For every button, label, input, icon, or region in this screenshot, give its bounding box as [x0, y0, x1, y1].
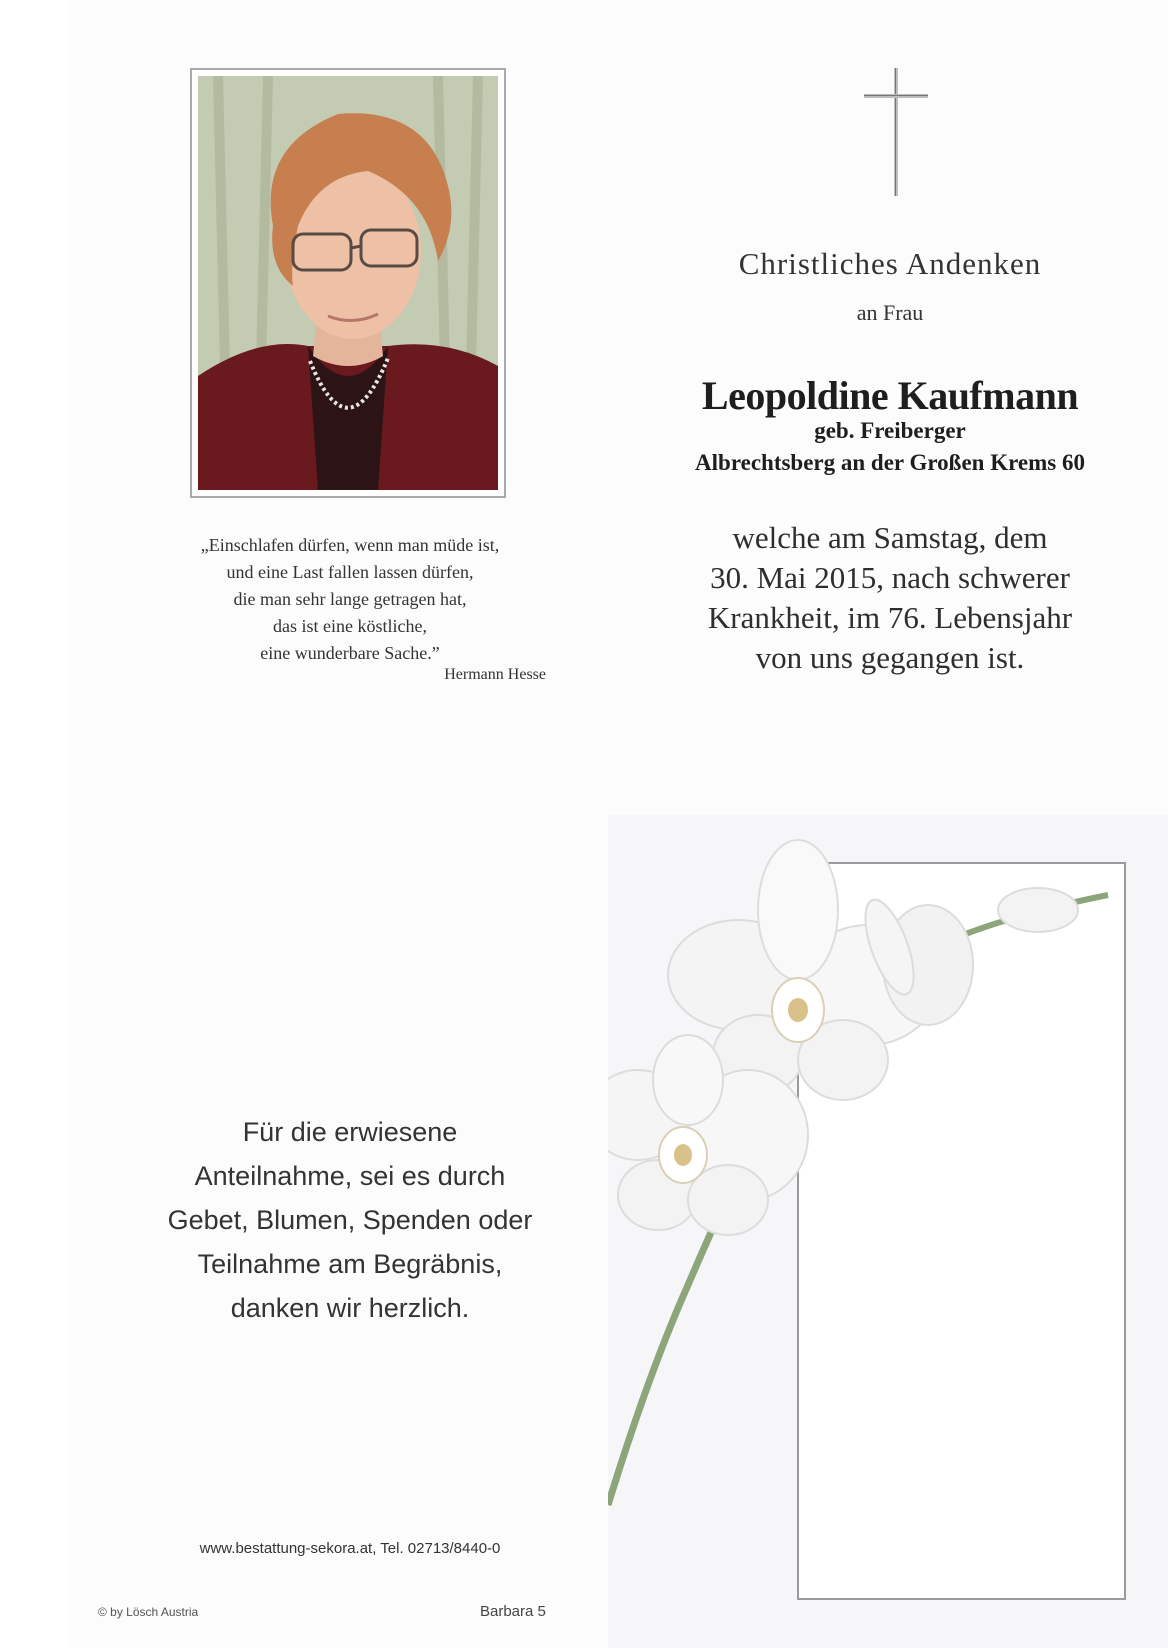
portrait-frame — [190, 68, 506, 498]
quote-line: eine wunderbare Sache.” — [260, 643, 440, 663]
thanks-line: Für die erwiesene — [242, 1117, 458, 1147]
death-line: welche am Samstag, dem — [732, 520, 1048, 555]
death-line: von uns gegangen ist. — [755, 640, 1025, 675]
death-line: 30. Mai 2015, nach schwerer — [710, 560, 1070, 595]
quote-line: „Einschlafen dürfen, wenn man müde ist, — [200, 535, 500, 555]
card-model: Barbara 5 — [480, 1603, 546, 1620]
deceased-name: Leopoldine Kaufmann — [701, 373, 1079, 418]
portrait-image — [198, 76, 498, 490]
cross-icon — [864, 68, 928, 196]
orchid-icon — [608, 815, 1168, 1648]
quote-line: und eine Last fallen lassen dürfen, — [226, 562, 474, 582]
card-heading: Christliches Andenken — [738, 246, 1042, 281]
thanks-line: Anteilnahme, sei es durch — [194, 1161, 506, 1191]
death-line: Krankheit, im 76. Lebensjahr — [707, 600, 1073, 635]
copyright: © by Lösch Austria — [98, 1605, 199, 1619]
quote-line: das ist eine köstliche, — [273, 616, 427, 636]
quote-author: Hermann Hesse — [444, 666, 546, 683]
thanks-line: danken wir herzlich. — [230, 1293, 470, 1323]
portrait-photo — [198, 76, 498, 490]
card-subheading: an Frau — [856, 300, 924, 325]
funeral-home-contact: www.bestattung-sekora.at, Tel. 02713/8440-0 — [199, 1540, 501, 1557]
address: Albrechtsberg an der Großen Krems 60 — [695, 450, 1085, 475]
maiden-name: geb. Freiberger — [814, 418, 966, 443]
quote — [150, 532, 550, 667]
death-notice — [660, 518, 1120, 678]
thanks-message — [130, 1110, 570, 1330]
thanks-line: Gebet, Blumen, Spenden oder — [167, 1205, 533, 1235]
quote-line: die man sehr lange getragen hat, — [233, 589, 467, 609]
thanks-line: Teilnahme am Begräbnis, — [197, 1249, 503, 1279]
